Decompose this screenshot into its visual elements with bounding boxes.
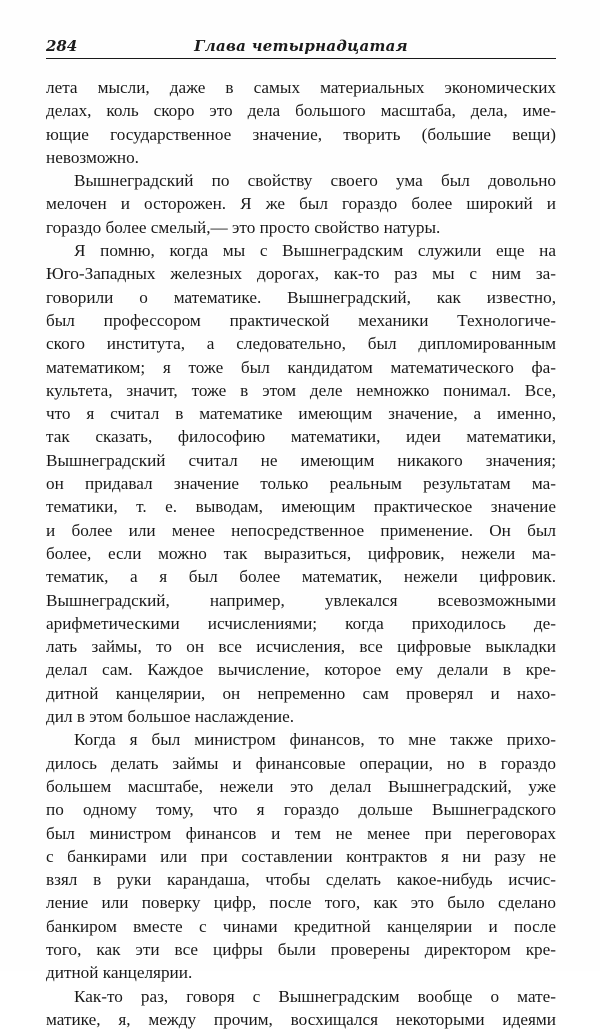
text-line: арифметическими исчислениями; когда приходилось де- [46, 613, 556, 633]
text-line: матике, я, между прочим, восхищался некоторыми идеями [46, 1009, 556, 1029]
text-line: ющие государственное значение, творить (большие вещи) [46, 124, 556, 144]
header-rule [46, 58, 556, 59]
paragraph [46, 76, 556, 169]
text-line: Когда я был министром финансов, то мне также прихо- [74, 730, 556, 750]
text-line: тематик, а я был более математик, нежели цифровик. [46, 567, 556, 587]
text-line: гораздо более смелый,— это просто свойство натуры. [46, 217, 441, 237]
text-line: культета, значит, тоже в этом деле немножко понимал. Все, [46, 380, 556, 400]
text-line: дитной канцелярии. [46, 963, 193, 983]
text-line: лета мысли, даже в самых материальных экономических [46, 78, 556, 97]
text-line: Вышнеградский считал не имеющим никакого значения; [46, 450, 556, 470]
text-line: Юго-Западных железных дорогах, как-то раз мы с ним за- [46, 264, 556, 284]
text-line: был профессором практической механики Технологиче- [46, 310, 556, 330]
text-line: мелочен и осторожен. Я же был гораздо более широкий и [46, 194, 556, 214]
text-line: по одному тому, что я гораздо дольше Вышнеградского [46, 800, 556, 820]
body-text [46, 76, 556, 1031]
text-line: лать займы, то он все исчисления, все цифровые выкладки [46, 637, 556, 657]
text-line: невозможно. [46, 147, 139, 167]
running-title: Глава четырнадцатая [194, 37, 408, 55]
text-line: Вышнеградский, например, увлекался всевозможными [46, 590, 556, 610]
text-line: взял в руки карандаша, чтобы сделать какое-нибудь исчис- [46, 870, 556, 890]
text-line: Вышнеградский по свойству своего ума был довольно [74, 171, 556, 191]
text-line: делах, коль скоро это дела большого масштаба, дела, име- [46, 101, 556, 121]
text-line: был министром финансов и тем не менее при переговорах [46, 823, 556, 843]
text-line: дилось делать займы и финансовые операции, но в гораздо [46, 753, 556, 773]
text-line: и более или менее непосредственное применение. Он был [46, 520, 556, 540]
text-line: банкиром вместе с чинами кредитной канцелярии и после [46, 916, 556, 936]
text-line: дил в этом большое наслаждение. [46, 707, 295, 727]
page-header [46, 33, 556, 59]
text-line: Я помню, когда мы с Вышнеградским служили еще на [74, 241, 556, 261]
text-line: тематики, т. е. выводам, имеющим практическое значение [46, 497, 556, 517]
text-line: того, как эти все цифры были проверены директором кре- [46, 939, 556, 959]
text-line: Как-то раз, говоря с Вышнеградским вообще о мате- [74, 986, 556, 1006]
paragraph [46, 169, 556, 239]
text-line: делал сам. Каждое вычисление, которое ему делали в кре- [46, 660, 556, 680]
text-line: ление или поверку цифр, после того, как это было сделано [46, 893, 556, 913]
text-line: он придавал значение только реальным результатам ма- [46, 474, 556, 494]
paragraph [46, 985, 556, 1031]
text-line: математиком; я тоже был кандидатом математического фа- [46, 357, 556, 377]
text-line: что я считал в математике имеющим значение, а именно, [46, 404, 556, 424]
page-number: 284 [46, 37, 78, 55]
text-line: большем масштабе, нежели это делал Вышнеградский, уже [46, 776, 556, 796]
text-line: дитной канцелярии, он непременно сам проверял и нахо- [46, 683, 556, 703]
text-line: ского института, а следовательно, был дипломированным [46, 334, 556, 354]
text-line: так сказать, философию математики, идеи математики, [46, 427, 556, 447]
text-line: говорили о математике. Вышнеградский, как известно, [46, 287, 556, 307]
paragraph [46, 239, 556, 728]
paragraph [46, 728, 556, 984]
text-line: более, если можно так выразиться, цифровик, нежели ма- [46, 543, 556, 563]
text-line: с банкирами или при составлении контрактов я ни разу не [46, 846, 556, 866]
